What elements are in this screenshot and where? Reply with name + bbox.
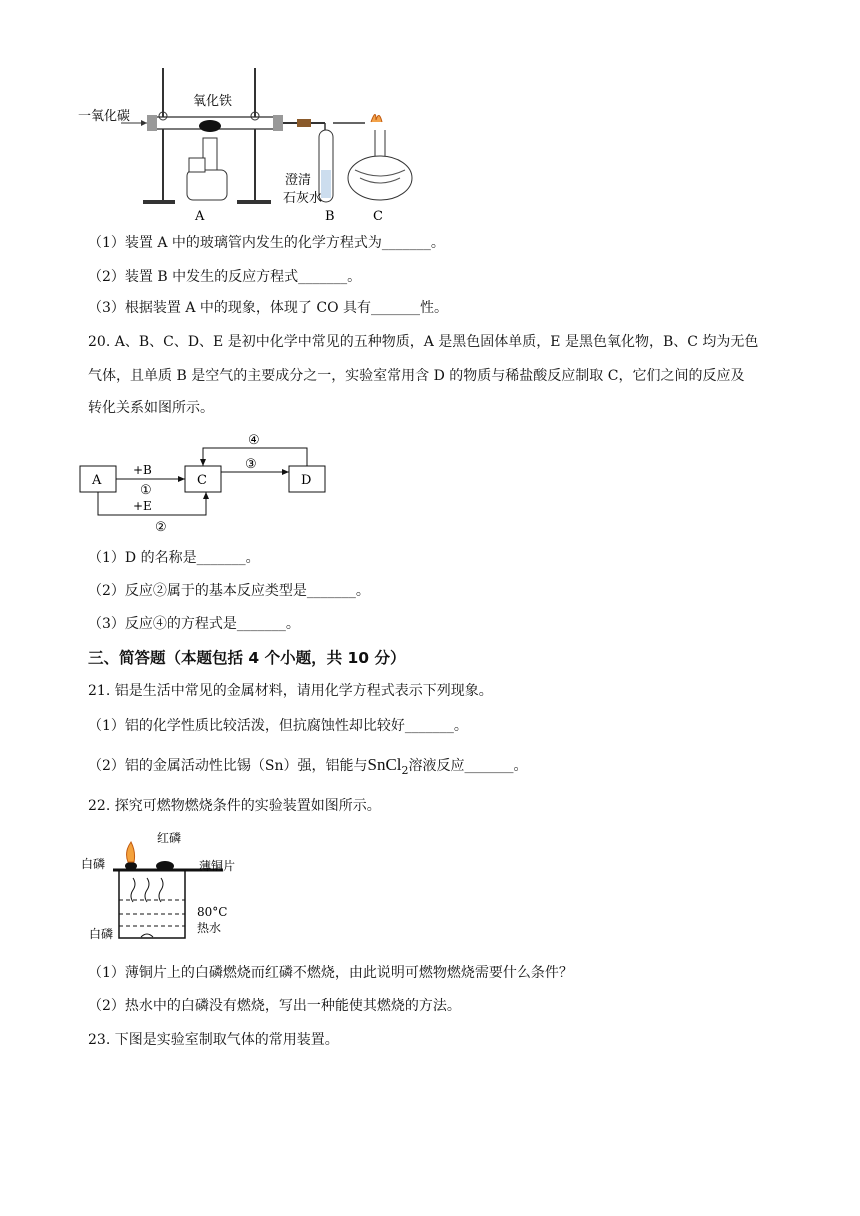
label-limewater-1: 澄清 <box>285 173 312 188</box>
label-device-a: A <box>195 209 205 224</box>
arrow-label-plus-e: +E <box>133 499 152 513</box>
reaction-3-marker: ③ <box>245 457 257 472</box>
box-a-label: A <box>92 473 102 488</box>
q21-part2-text-a: （2）铝的金属活动性比锡（Sn）强，铝能与 <box>88 758 368 774</box>
box-c-label: C <box>197 473 207 488</box>
q21-stem: 21. 铝是生活中常见的金属材料，请用化学方程式表示下列现象。 <box>88 683 493 699</box>
label-co: 一氧化碳 <box>78 109 131 124</box>
q20-stem-line2: 气体，且单质 B 是空气的主要成分之一，实验室常用含 D 的物质与稀盐酸反应制取 C，它们之间的反应及 <box>88 368 745 384</box>
q23-stem: 23. 下图是实验室制取气体的常用装置。 <box>88 1032 339 1048</box>
sncl2-subscript: 2 <box>401 763 409 777</box>
q22-part2: （2）热水中的白磷没有燃烧，写出一种能使其燃烧的方法。 <box>88 998 461 1014</box>
label-device-b: B <box>325 209 335 224</box>
label-iron-oxide: 氧化铁 <box>193 94 233 109</box>
q21-part2 <box>88 755 528 781</box>
q20-part3: （3）反应④的方程式是_______。 <box>88 616 300 632</box>
q21-part2-text-b: 溶液反应_______。 <box>408 758 528 774</box>
reaction-1-marker: ① <box>140 483 152 498</box>
label-red-phosphorus: 红磷 <box>157 831 182 845</box>
q22-stem: 22. 探究可燃物燃烧条件的实验装置如图所示。 <box>88 798 381 814</box>
combustion-beaker-figure <box>75 826 275 950</box>
q22-part1: （1）薄铜片上的白磷燃烧而红磷不燃烧，由此说明可燃物燃烧需要什么条件？ <box>88 965 573 981</box>
label-limewater-2: 石灰水 <box>283 191 323 206</box>
q20-stem-line1: 20. A、B、C、D、E 是初中化学中常见的五种物质，A 是黑色固体单质，E 是黑色氧化物，B、C 均为无色 <box>88 334 759 350</box>
co-reduction-apparatus-figure <box>75 60 435 228</box>
q20-stem-line3: 转化关系如图所示。 <box>88 400 214 416</box>
q19-part3: （3）根据装置 A 中的现象，体现了 CO 具有_______性。 <box>88 300 449 316</box>
q20-part1: （1）D 的名称是_______。 <box>88 550 260 566</box>
label-white-phosphorus-top: 白磷 <box>81 857 106 871</box>
reaction-relation-diagram <box>75 430 345 535</box>
reaction-2-marker: ② <box>155 520 167 535</box>
label-hot-water: 热水 <box>197 921 222 935</box>
q19-part2: （2）装置 B 中发生的反应方程式_______。 <box>88 269 362 285</box>
label-white-phosphorus-bottom: 白磷 <box>89 927 114 941</box>
q20-part2: （2）反应②属于的基本反应类型是_______。 <box>88 583 370 599</box>
q21-part1: （1）铝的化学性质比较活泼，但抗腐蚀性却比较好_______。 <box>88 718 468 734</box>
sncl2-formula: SnCl <box>367 755 402 774</box>
section-3-title: 三、简答题（本题包括 4 个小题，共 10 分） <box>88 649 406 667</box>
box-d-label: D <box>301 473 312 488</box>
label-device-c: C <box>373 209 383 224</box>
arrow-label-plus-b: +B <box>133 463 152 477</box>
q19-part1: （1）装置 A 中的玻璃管内发生的化学方程式为_______。 <box>88 235 445 251</box>
reaction-4-marker: ④ <box>248 433 260 448</box>
label-80c: 80°C <box>197 905 228 919</box>
label-copper-sheet: 薄铜片 <box>199 859 236 873</box>
